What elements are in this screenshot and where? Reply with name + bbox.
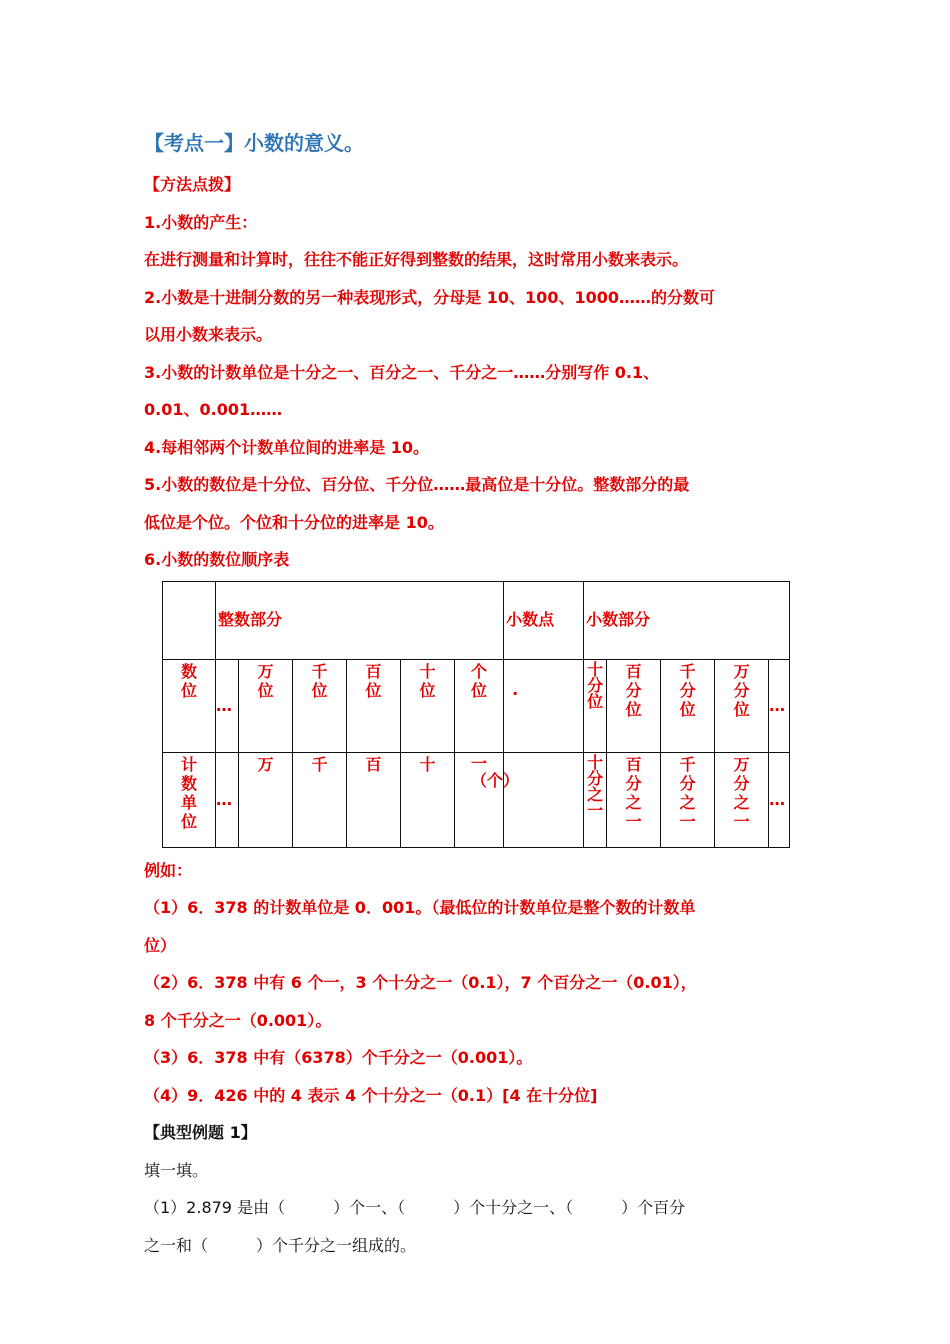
example-line: （1）6．378 的计数单位是 0．001。（最低位的计数单位是整个数的计数单 <box>144 898 696 917</box>
point-line: 在进行测量和计算时，往往不能正好得到整数的结果，这时常用小数来表示。 <box>144 250 689 269</box>
example-line: （3）6．378 中有（6378）个千分之一（0.001）。 <box>144 1048 533 1067</box>
place-cell: 个位 <box>455 659 504 752</box>
decimal-point-mark: . <box>504 659 584 752</box>
unit-cell: 十 <box>401 752 455 847</box>
method-label: 【方法点拨】 <box>144 175 241 194</box>
typical-example-label: 【典型例题 1】 <box>144 1123 257 1142</box>
unit-cell: 万分之一 <box>715 752 769 847</box>
point-line: 6.小数的数位顺序表 <box>144 550 290 569</box>
exercise-line: 之一和（ ）个千分之一组成的。 <box>144 1235 417 1255</box>
place-cell: 百位 <box>347 659 401 752</box>
unit-cell: 千分之一 <box>661 752 715 847</box>
place-cell: 十位 <box>401 659 455 752</box>
row-label-unit: 计数单位 <box>163 752 216 847</box>
point-line: 3.小数的计数单位是十分之一、百分之一、千分之一……分别写作 0.1、 <box>144 362 660 382</box>
point-line: 2.小数是十进制分数的另一种表现形式，分母是 10、100、1000……的分数可 <box>144 287 715 307</box>
examples-label: 例如： <box>144 860 193 880</box>
point-line: 0.01、0.001…… <box>144 400 283 419</box>
row-label-digit: 数位 <box>163 659 216 752</box>
point-line: 5.小数的数位是十分位、百分位、千分位……最高位是十分位。整数部分的最 <box>144 475 690 494</box>
place-cell: 万位 <box>239 659 293 752</box>
dots-cell: … <box>769 752 790 847</box>
integer-part-header: 整数部分 <box>216 581 504 659</box>
dots-cell: … <box>216 752 239 847</box>
unit-cell: 百 <box>347 752 401 847</box>
point-line: 低位是个位。个位和十分位的进率是 10。 <box>144 512 444 532</box>
unit-cell: 百分之一 <box>607 752 661 847</box>
place-cell: 万分位 <box>715 659 769 752</box>
place-cell: 千位 <box>293 659 347 752</box>
decimal-place-order-table <box>162 581 790 848</box>
point-line: 以用小数来表示。 <box>144 325 273 344</box>
unit-cell: 千 <box>293 752 347 847</box>
unit-cell: 一（个） <box>455 752 504 847</box>
place-cell: 千分位 <box>661 659 715 752</box>
exercise-intro: 填一填。 <box>144 1160 209 1180</box>
example-line: （2）6．378 中有 6 个一，3 个十分之一（0.1），7 个百分之一（0.01）， <box>144 973 697 992</box>
exercise-line: （1）2.879 是由（ ）个一、（ ）个十分之一、（ ）个百分 <box>144 1198 686 1217</box>
decimal-point-header: 小数点 <box>504 581 584 659</box>
section-heading: 【考点一】小数的意义。 <box>144 131 364 155</box>
dots-cell: … <box>769 659 790 752</box>
document-page <box>144 124 824 1264</box>
example-line: 8 个千分之一（0.001）。 <box>144 1010 332 1030</box>
place-cell: 十分位 <box>584 659 607 752</box>
table-corner-cell <box>163 581 216 659</box>
example-line: （4）9．426 中的 4 表示 4 个十分之一（0.1）[4 在十分位] <box>144 1085 598 1105</box>
example-line: 位） <box>144 935 177 955</box>
decimal-part-header: 小数部分 <box>584 581 790 659</box>
place-cell: 百分位 <box>607 659 661 752</box>
unit-cell: 十分之一 <box>584 752 607 847</box>
empty-cell <box>504 752 584 847</box>
unit-cell: 万 <box>239 752 293 847</box>
point-line: 4.每相邻两个计数单位间的进率是 10。 <box>144 437 430 457</box>
dots-cell: … <box>216 659 239 752</box>
point-line: 1.小数的产生： <box>144 212 258 232</box>
